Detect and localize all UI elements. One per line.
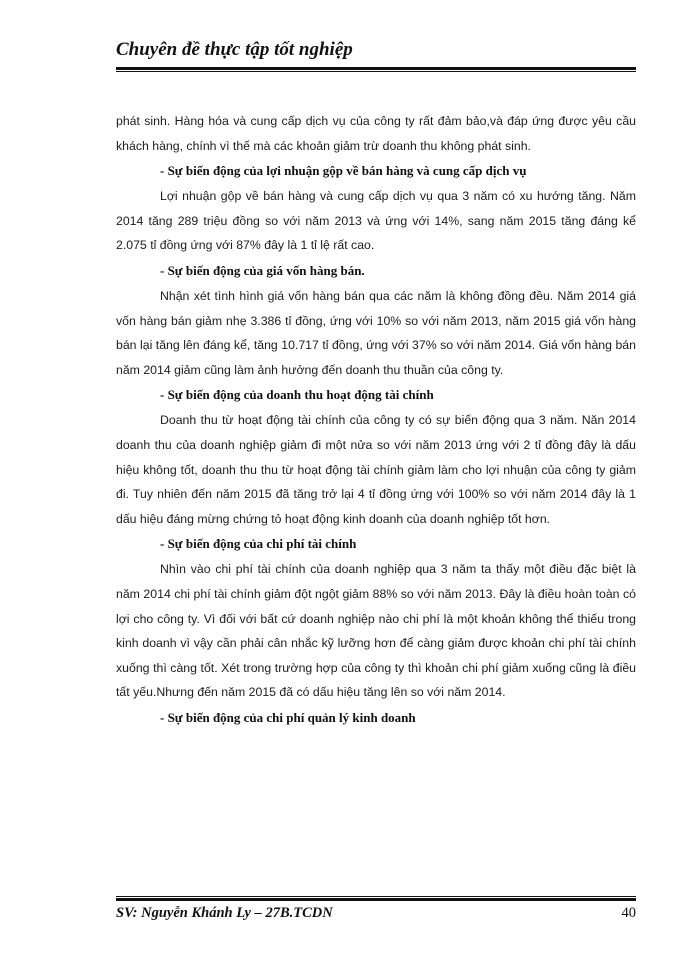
paragraph-gross-profit: Lợi nhuận gộp về bán hàng và cung cấp dịch vụ qua 3 năm có xu hướng tăng. Năm 2014 tăng 289 triệu đồng so với năm 2013 và ứng với 14%, sang năm 2015 tăng đáng kể 2.075 tỉ đồng ứng với 87% đây là 1 tỉ lệ rất cao. [116, 189, 636, 253]
paragraph-cost-of-goods: Nhận xét tình hình giá vốn hàng bán qua các năm là không đồng đều. Năm 2014 giá vốn hàng bán giảm nhẹ 3.386 tỉ đồng, ứng với 10% so với năm 2013, năm 2015 giá vốn hàng bán lại tăng lên đáng kể, tăng 10.717 tỉ đồng, ứng với 37% so với năm 2014. Giá vốn hàng bán năm 2014 giảm cũng làm ảnh hưởng đến doanh thu thuần của công ty. [116, 288, 636, 377]
footer-author: SV: Nguyễn Khánh Ly – 27B.TCDN [116, 905, 333, 921]
section-heading-cost-of-goods: - Sự biến động của giá vốn hàng bán. [160, 262, 365, 278]
page-number: 40 [621, 905, 636, 921]
header-rule [116, 67, 636, 72]
section-heading-management-expense: - Sự biến động của chi phí quản lý kinh doanh [160, 709, 416, 725]
paragraph-financial-revenue: Doanh thu từ hoạt động tài chính của công ty có sự biến động qua 3 năm. Năn 2014 doanh thu của doanh nghiệp giảm đi một nửa so với năm 2013 ứng với 2 tỉ đồng đây là dấu hiệu không tốt, doanh thu thu từ hoạt động tài chính giảm làm cho lợi nhuận của công ty giảm đi. Tuy nhiên đến năm 2015 đã tăng trở lại 4 tỉ đồng ứng với 100% so với năm 2014 đây là 1 dấu hiệu đáng mừng chứng tỏ hoạt động kinh doanh của doanh nghiệp tốt hơn. [116, 413, 636, 526]
document-body [116, 109, 636, 731]
header-title: Chuyên đề thực tập tốt nghiệp [116, 39, 353, 60]
section-heading-financial-expense: - Sự biến động của chi phí tài chính [160, 536, 357, 552]
footer-rule [116, 896, 636, 901]
section-heading-financial-revenue: - Sự biến động của doanh thu hoạt động tài chính [160, 387, 434, 403]
section-heading-gross-profit: - Sự biến động của lợi nhuận gộp về bán hàng và cung cấp dịch vụ [160, 163, 527, 179]
paragraph-financial-expense: Nhìn vào chi phí tài chính của doanh nghiệp qua 3 năm ta thấy một điều đặc biệt là năm 2014 chi phí tài chính giảm đột ngột giảm 88% so với năm 2013. Đây là điều hoàn toàn có lợi cho công ty. Vì đối với bất cứ doanh nghiệp nào chi phí là một khoản không thể thiếu trong kinh doanh vì vậy cần phải cân nhắc kỹ lưỡng hơn để càng giảm được khoản chi phí tài chính xuống thì càng tốt. Xét trong trường hợp của công ty thì khoản chi phí giảm xuống cũng là điều tất yếu.Nhưng đến năm 2015 đã có dấu hiệu tăng lên so với năm 2014. [116, 562, 636, 700]
page-header [116, 37, 636, 63]
paragraph-intro: phát sinh. Hàng hóa và cung cấp dịch vụ của công ty rất đảm bảo,và đáp ứng được yêu cầu khách hàng, chính vì thế mà các khoản giảm trừ doanh thu không phát sinh. [116, 114, 636, 153]
